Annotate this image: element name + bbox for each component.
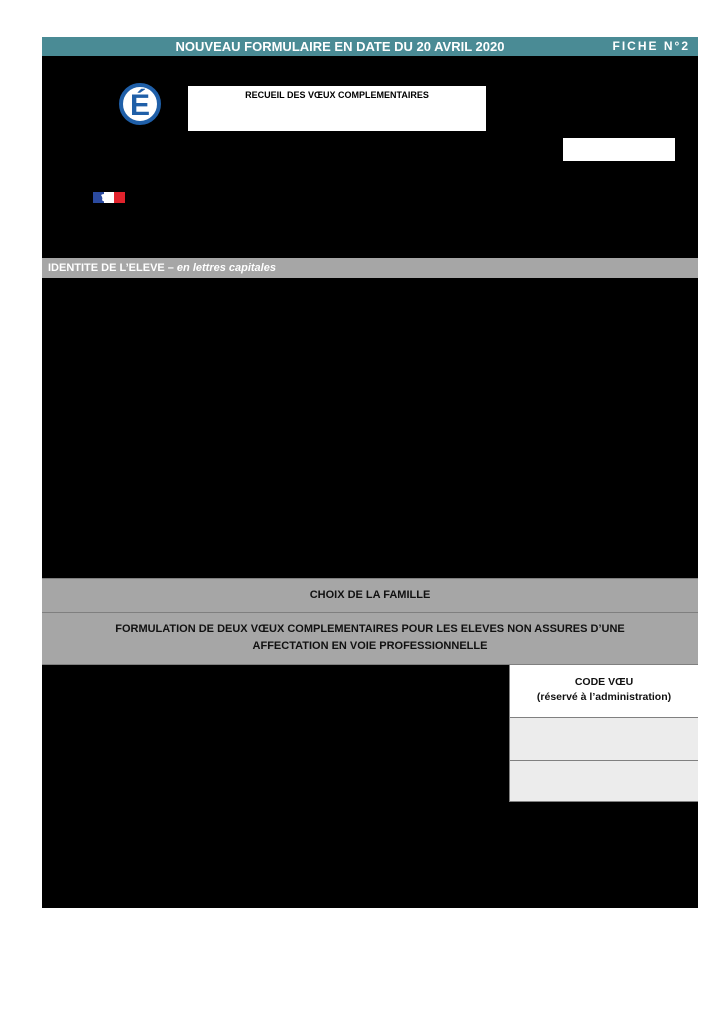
fiche-number: FICHE N°2 <box>612 39 690 53</box>
identite-label: IDENTITE DE L’ELEVE – <box>48 262 174 274</box>
section-choix-famille <box>42 578 698 613</box>
formulation-line-1: FORMULATION DE DEUX VŒUX COMPLEMENTAIRES POUR LES ELEVES NON ASSURES D’UNE <box>115 623 625 635</box>
section-formulation <box>42 613 698 665</box>
blank-field-box[interactable] <box>563 138 675 161</box>
code-voeu-header <box>510 665 698 717</box>
formulation-line-2: AFFECTATION EN VOIE PROFESSIONNELLE <box>252 640 488 652</box>
code-voeu-title: CODE VŒU <box>574 676 634 688</box>
recueil-title: RECUEIL DES VŒUX COMPLEMENTAIRES <box>245 90 429 100</box>
logo-letter: É <box>129 89 151 122</box>
form-frame <box>42 37 698 908</box>
header-bar <box>42 37 698 56</box>
choix-title: CHOIX DE LA FAMILLE <box>309 589 431 601</box>
education-nationale-logo-icon <box>118 72 164 126</box>
recueil-title-box <box>188 86 486 131</box>
section-identite-bar <box>42 258 698 278</box>
french-flag-icon <box>93 192 125 203</box>
identite-note: en lettres capitales <box>176 262 276 274</box>
code-voeu-cell-2[interactable] <box>510 760 698 801</box>
code-voeu-table <box>509 665 698 802</box>
code-voeu-subtitle: (réservé à l’administration) <box>536 691 672 703</box>
code-voeu-cell-1[interactable] <box>510 717 698 760</box>
form-date-title: NOUVEAU FORMULAIRE EN DATE DU 20 AVRIL 2020 <box>175 39 505 54</box>
